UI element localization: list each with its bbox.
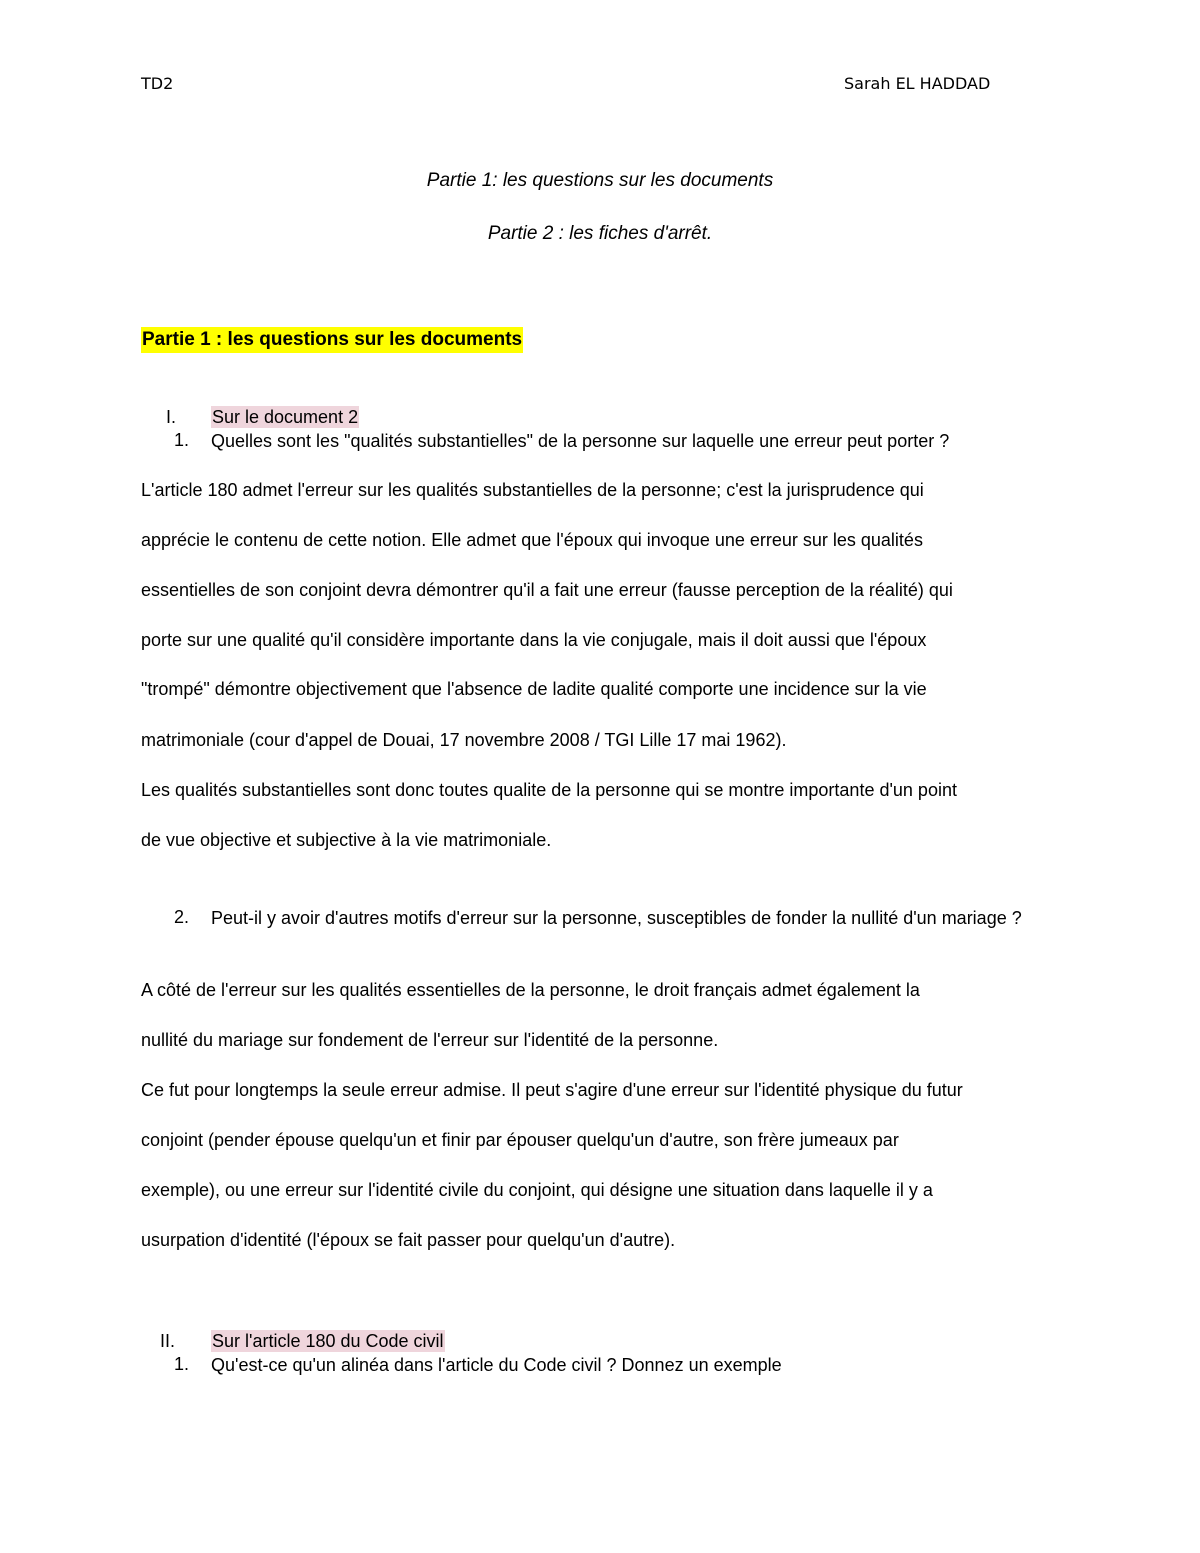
toc-line-1: Partie 1: les questions sur les documents — [426, 170, 774, 191]
question-2-number: 2. — [174, 907, 190, 927]
question-3-text: Qu'est-ce qu'un alinéa dans l'article du Code civil ? Donnez un exemple — [211, 1355, 782, 1375]
header-course: TD2 — [141, 74, 174, 93]
question-3-number: 1. — [174, 1354, 190, 1374]
answer-1-line: "trompé" démontre objectivement que l'absence de ladite qualité comporte une incidence sur la vie — [141, 679, 927, 699]
answer-2-line: nullité du mariage sur fondement de l'erreur sur l'identité de la personne. — [141, 1030, 719, 1050]
answer-1-line: Les qualités substantielles sont donc toutes qualite de la personne qui se montre importante d'un point — [141, 780, 957, 800]
section-title: Partie 1 : les questions sur les documents — [141, 327, 523, 353]
answer-1-line: apprécie le contenu de cette notion. Elle admet que l'époux qui invoque une erreur sur les qualités — [141, 530, 923, 550]
answer-2-line: usurpation d'identité (l'époux se fait passer pour quelqu'un d'autre). — [141, 1230, 676, 1250]
answer-1-line: matrimoniale (cour d'appel de Douai, 17 novembre 2008 / TGI Lille 17 mai 1962). — [141, 730, 787, 750]
part-1-heading: Sur le document 2 — [212, 407, 359, 427]
answer-2-line: A côté de l'erreur sur les qualités essentielles de la personne, le droit français admet également la — [141, 980, 920, 1000]
answer-1-line: L'article 180 admet l'erreur sur les qualités substantielles de la personne; c'est la jurisprudence qui — [141, 480, 924, 500]
roman-numeral-1: I. — [166, 407, 177, 427]
question-1-number: 1. — [174, 430, 190, 450]
part-2-heading: Sur l'article 180 du Code civil — [212, 1331, 444, 1351]
answer-1-line: porte sur une qualité qu'il considère importante dans la vie conjugale, mais il doit aussi que l'époux — [141, 630, 927, 650]
answer-1-line: de vue objective et subjective à la vie matrimoniale. — [141, 830, 552, 850]
answer-2-line: exemple), ou une erreur sur l'identité civile du conjoint, qui désigne une situation dans laquelle il y a — [141, 1180, 933, 1200]
question-1-text: Quelles sont les "qualités substantielles" de la personne sur laquelle une erreur peut porter ? — [211, 431, 950, 451]
roman-numeral-2: II. — [160, 1331, 176, 1351]
question-2-text: Peut-il y avoir d'autres motifs d'erreur sur la personne, susceptibles de fonder la nullité d'un mariage ? — [211, 908, 1022, 928]
toc-line-2: Partie 2 : les fiches d'arrêt. — [487, 223, 713, 244]
answer-1-line: essentielles de son conjoint devra démontrer qu'il a fait une erreur (fausse perception de la réalité) qui — [141, 580, 953, 600]
header-author: Sarah EL HADDAD — [844, 74, 991, 93]
answer-2-line: Ce fut pour longtemps la seule erreur admise. Il peut s'agire d'une erreur sur l'identité physique du futur — [141, 1080, 963, 1100]
answer-2-line: conjoint (pender épouse quelqu'un et finir par épouser quelqu'un d'autre, son frère jumeaux par — [141, 1130, 899, 1150]
